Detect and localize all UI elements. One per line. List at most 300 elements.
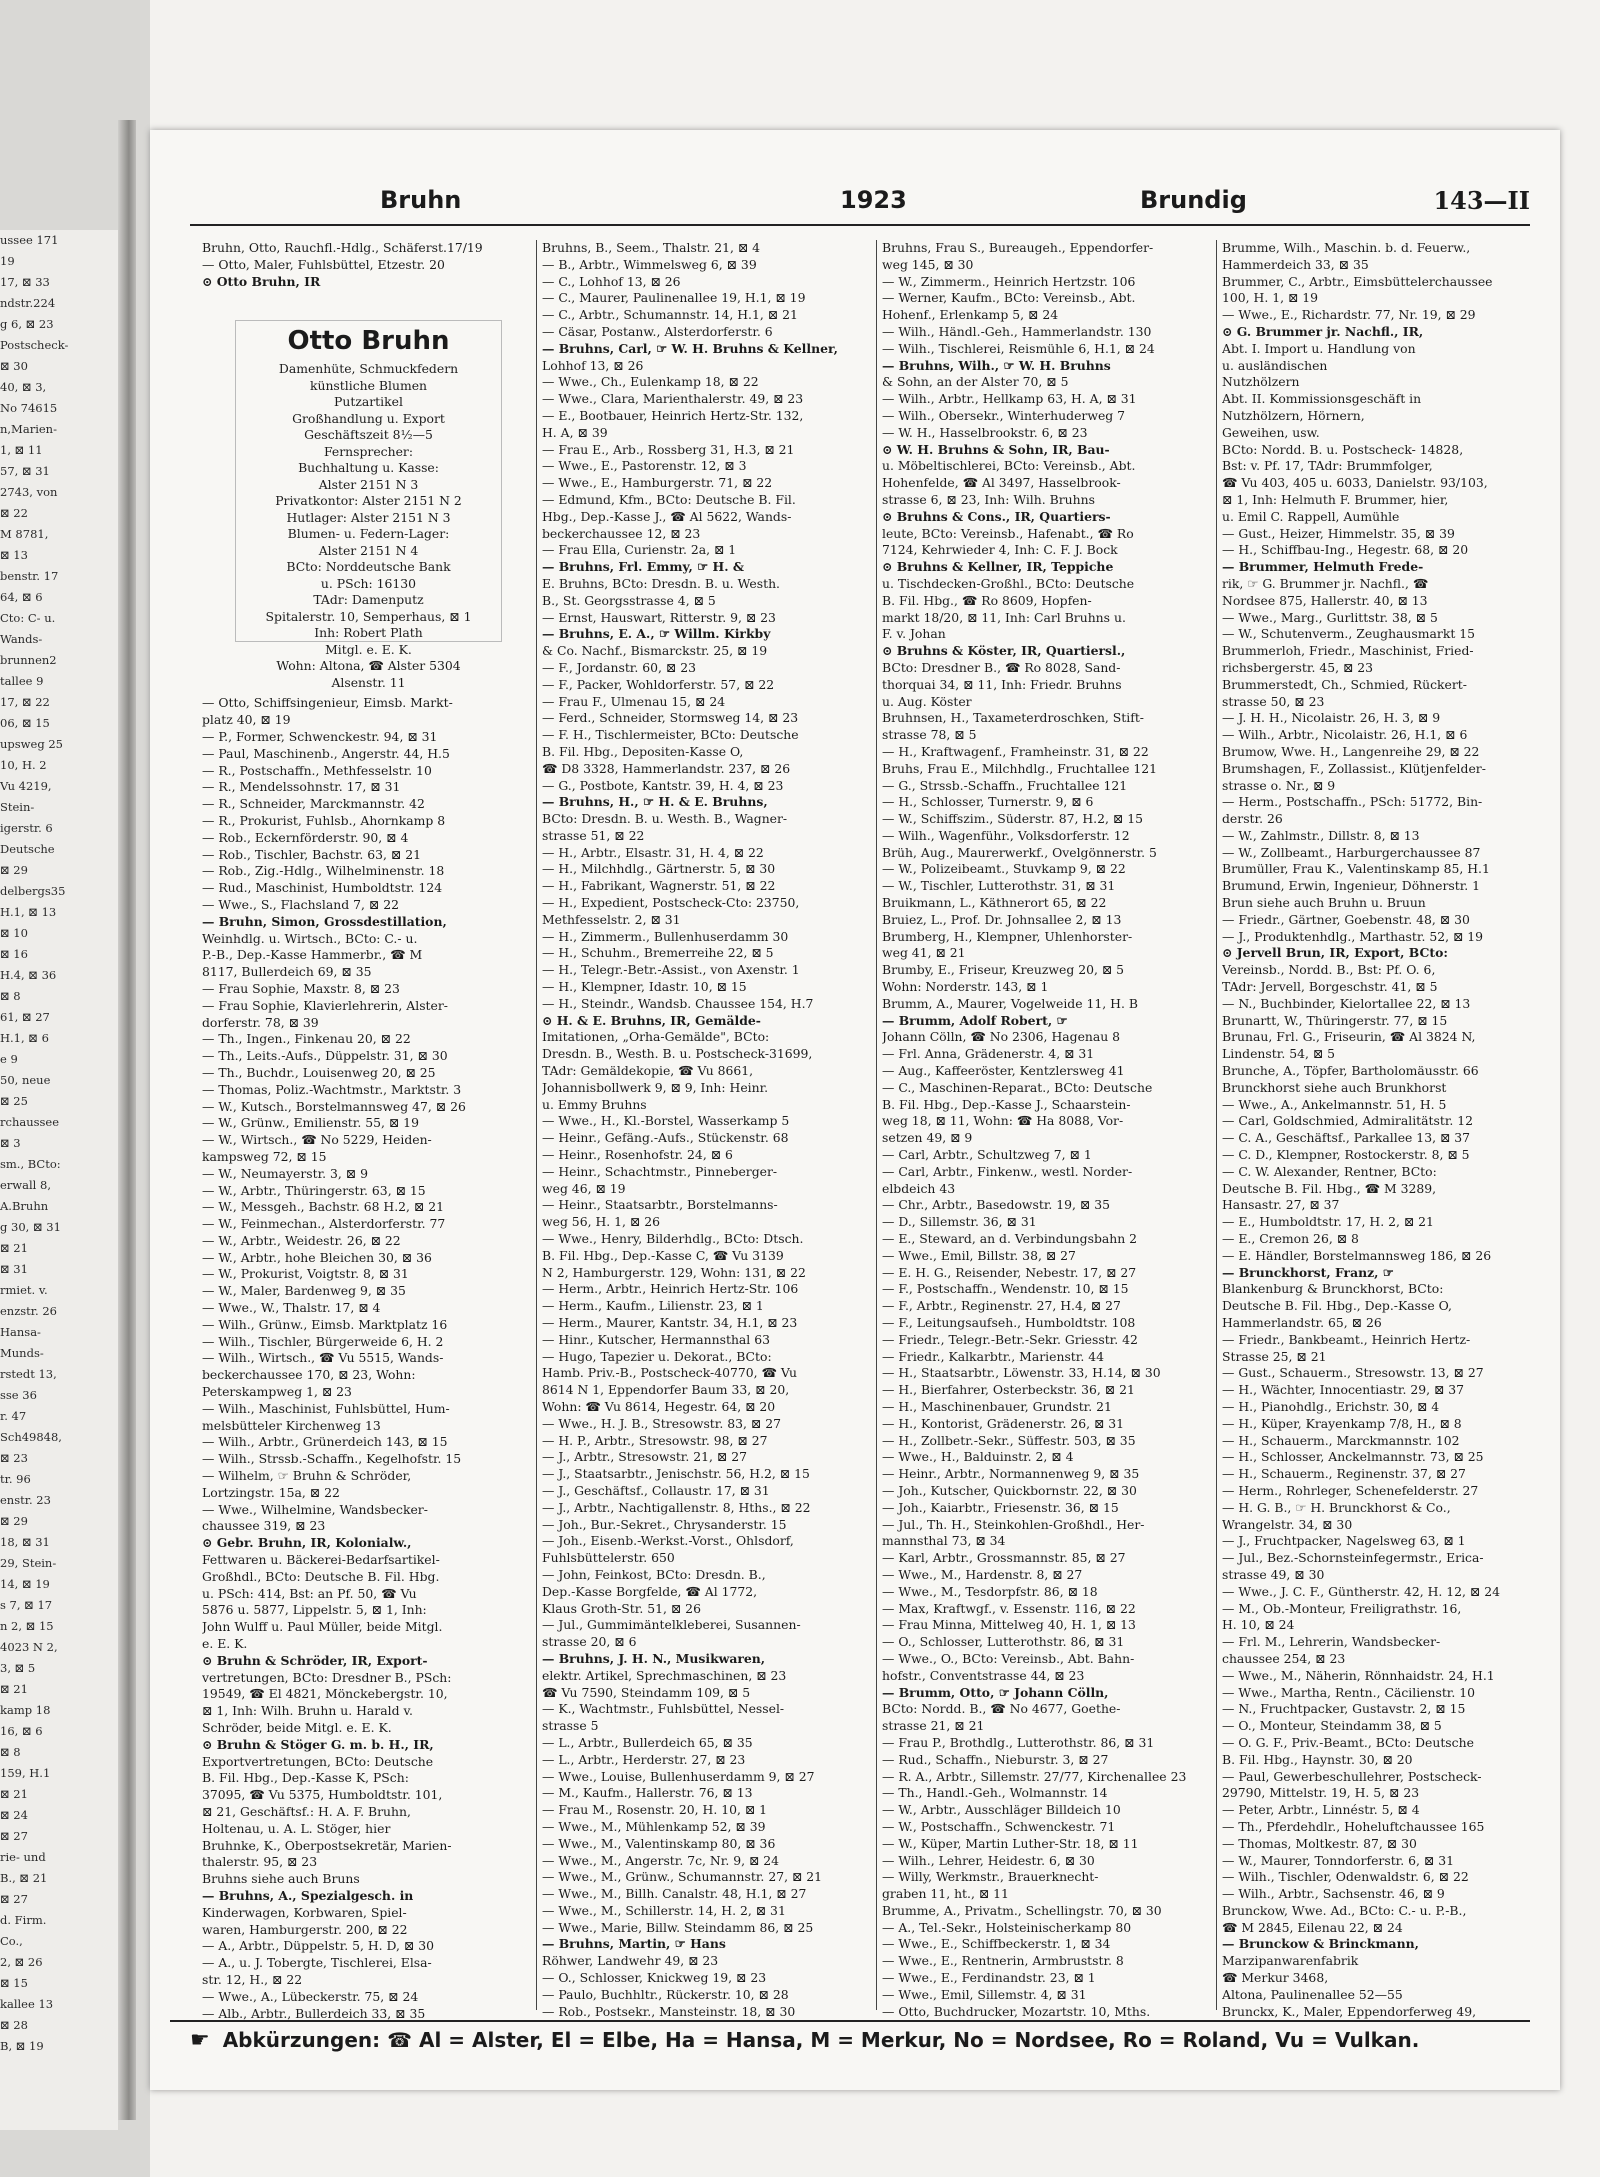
ad-line: TAdr: Damenputz — [313, 592, 424, 607]
directory-entry-line: — Paul, Gewerbeschullehrer, Postscheck- — [1222, 1768, 1482, 1784]
directory-entry-line: Brunau, Frl. G., Friseurin, ☎ Al 3824 N, — [1222, 1029, 1476, 1045]
directory-entry-line: — Wwe., Marg., Gurlittstr. 38, ⊠ 5 — [1222, 609, 1438, 625]
directory-entry-line: — Rob., Eckernförderstr. 90, ⊠ 4 — [202, 829, 409, 845]
directory-entry-line: Johannisbollwerk 9, ⊠ 9, Inh: Heinr. — [542, 1079, 769, 1095]
directory-entry-line: — W., Schiffszim., Süderstr. 87, H.2, ⊠ 15 — [882, 811, 1143, 827]
directory-entry-line: BCto: Nordd. B. u. Postscheck- 14828, — [1222, 441, 1464, 457]
directory-entry-line: — Wwe., E., Rentnerin, Armbruststr. 8 — [882, 1953, 1124, 1969]
left-page-line: M 8781, — [0, 527, 49, 541]
directory-entry-line: — Heinr., Gefäng.-Aufs., Stückenstr. 68 — [542, 1130, 789, 1146]
directory-entry-line: Wohn: ☎ Vu 8614, Hegestr. 64, ⊠ 20 — [542, 1398, 776, 1414]
directory-entry-line: dorferstr. 78, ⊠ 39 — [202, 1014, 319, 1030]
left-page-line: ⊠ 24 — [0, 1808, 28, 1822]
directory-entry-line: — Wilh., Grünw., Eimsb. Marktplatz 16 — [202, 1316, 448, 1332]
left-page-line: ⊠ 23 — [0, 1451, 28, 1465]
directory-entry-line: kampsweg 72, ⊠ 15 — [202, 1148, 327, 1164]
directory-entry-line: — Th., Ingen., Finkenau 20, ⊠ 22 — [202, 1031, 411, 1047]
directory-entry-line: — Bruhns, A., Spezialgesch. in — [202, 1887, 414, 1903]
left-page-line: 18, ⊠ 31 — [0, 1535, 50, 1549]
directory-entry-line: — Bruhns, Carl, ☞ W. H. Bruhns & Kellner, — [542, 340, 838, 356]
header-year: 1923 — [840, 186, 907, 214]
left-page-line: rie- und — [0, 1850, 46, 1864]
left-page-line: g 6, ⊠ 23 — [0, 317, 54, 331]
directory-entry-line: Brunckow, Wwe. Ad., BCto: C.- u. P.-B., — [1222, 1902, 1467, 1918]
directory-entry-line: str. 12, H., ⊠ 22 — [202, 1971, 303, 1987]
directory-entry-line: — P., Former, Schwenckestr. 94, ⊠ 31 — [202, 728, 438, 744]
directory-entry-line: — H., Wächter, Innocentiastr. 29, ⊠ 37 — [1222, 1382, 1465, 1398]
directory-entry-line: Abt. II. Kommissionsgeschäft in — [1222, 391, 1422, 407]
directory-entry-line: — Cäsar, Postanw., Alsterdorferstr. 6 — [542, 323, 773, 339]
column-divider — [876, 240, 877, 2010]
directory-entry-line: Brunartt, W., Thüringerstr. 77, ⊠ 15 — [1222, 1012, 1448, 1028]
directory-entry-line: Brumberg, H., Klempner, Uhlenhorster- — [882, 928, 1133, 944]
directory-entry-line: — H. P., Arbtr., Stresowstr. 98, ⊠ 27 — [542, 1432, 768, 1448]
left-page-line: rchaussee — [0, 1115, 60, 1129]
directory-entry-line: — Wwe., Emil, Sillemstr. 4, ⊠ 31 — [882, 1986, 1087, 2002]
left-page-line: 06, ⊠ 15 — [0, 716, 50, 730]
directory-entry-line: — Friedr., Telegr.-Betr.-Sekr. Griesstr. 42 — [882, 1331, 1138, 1347]
directory-entry-line: — H., Schlosser, Turnerstr. 9, ⊠ 6 — [882, 794, 1094, 810]
directory-entry-line: — Wilh., Wirtsch., ☎ Vu 5515, Wands- — [202, 1350, 444, 1366]
directory-entry-line: Brun siehe auch Bruhn u. Bruun — [1222, 895, 1426, 911]
directory-entry-line: — J., Geschäftsf., Collaustr. 17, ⊠ 31 — [542, 1482, 770, 1498]
directory-entry-line: Hbg., Dep.-Kasse J., ☎ Al 5622, Wands- — [542, 508, 792, 524]
directory-entry-line: — Ferd., Schneider, Stormsweg 14, ⊠ 23 — [542, 710, 799, 726]
ad-line: Wohn: Altona, ☎ Alster 5304 — [276, 658, 461, 673]
directory-entry-line: — Friedr., Gärtner, Goebenstr. 48, ⊠ 30 — [1222, 911, 1470, 927]
directory-entry-line: u. Tischdecken-Großhl., BCto: Deutsche — [882, 575, 1135, 591]
directory-entry-line: weg 41, ⊠ 21 — [882, 945, 966, 961]
directory-entry-line: ⊙ Bruhn & Stöger G. m. b. H., IR, — [202, 1736, 434, 1752]
directory-entry-line: — Joh., Kutscher, Quickbornstr. 22, ⊠ 30 — [882, 1482, 1137, 1498]
directory-entry-line: — Wwe., H. J. B., Stresowstr. 83, ⊠ 27 — [542, 1415, 781, 1431]
directory-entry-line: — Paulo, Buchhltr., Rückerstr. 10, ⊠ 28 — [542, 1986, 789, 2002]
directory-entry-line: strasse 51, ⊠ 22 — [542, 827, 645, 843]
left-page-line: delbergs35 — [0, 884, 66, 898]
ad-line: u. PSch: 16130 — [320, 575, 417, 591]
directory-entry-line: Methfesselstr. 2, ⊠ 31 — [542, 911, 681, 927]
left-page-line: ⊠ 13 — [0, 548, 28, 562]
directory-entry-line: — W., Feinmechan., Alsterdorferstr. 77 — [202, 1216, 446, 1232]
directory-entry-line: — Wwe., Clara, Marienthalerstr. 49, ⊠ 23 — [542, 391, 804, 407]
directory-entry-line: Bst: v. Pf. 17, TAdr: Brummfolger, — [1222, 458, 1433, 474]
directory-entry-line: TAdr: Gemäldekopie, ☎ Vu 8661, — [542, 1063, 754, 1079]
directory-entry-line: — A., Arbtr., Düppelstr. 5, H. D, ⊠ 30 — [202, 1938, 435, 1954]
directory-entry-line: — C. W. Alexander, Rentner, BCto: — [1222, 1163, 1437, 1179]
directory-entry-line: — Wwe., J. C. F., Güntherstr. 42, H. 12, ⊠ 24 — [1222, 1583, 1501, 1599]
directory-entry-line: Altona, Paulinenallee 52—55 — [1222, 1986, 1403, 2002]
directory-entry-line: — C. D., Klempner, Rostockerstr. 8, ⊠ 5 — [1222, 1147, 1470, 1163]
left-page-line: upsweg 25 — [0, 737, 63, 751]
directory-entry-line: — Herm., Maurer, Kantstr. 34, H.1, ⊠ 23 — [542, 1315, 798, 1330]
left-page-line: ⊠ 27 — [0, 1892, 28, 1906]
directory-entry-line: — Bruhns, Frl. Emmy, ☞ H. & — [542, 559, 745, 575]
directory-entry-line: — Wwe., M., Hardenstr. 8, ⊠ 27 — [882, 1566, 1083, 1582]
directory-entry-line: — Carl, Arbtr., Finkenw., westl. Norder- — [882, 1163, 1133, 1179]
left-page-line: kamp 18 — [0, 1703, 51, 1717]
directory-entry-line: Bruhnke, K., Oberpostsekretär, Marien- — [202, 1837, 452, 1853]
left-page-line: 17, ⊠ 22 — [0, 695, 50, 709]
directory-entry-line: — Heinr., Rosenhofstr. 24, ⊠ 6 — [542, 1147, 733, 1163]
left-page-line: ⊠ 8 — [0, 989, 21, 1003]
directory-entry-line: — L., Arbtr., Bullerdeich 65, ⊠ 35 — [542, 1734, 753, 1750]
directory-entry-line: — Wwe., M., Näherin, Rönnhaidstr. 24, H.1 — [1222, 1667, 1495, 1683]
directory-entry-line: Brüh, Aug., Maurerwerkf., Ovelgönnerstr. 5 — [882, 844, 1157, 860]
directory-entry-line: — Thomas, Poliz.-Wachtmstr., Marktstr. 3 — [202, 1081, 462, 1097]
column-2 — [542, 240, 862, 2020]
directory-entry-line: — R. A., Arbtr., Sillemstr. 27/77, Kirchenallee 23 — [882, 1768, 1187, 1784]
directory-entry-line: ☎ Vu 7590, Steindamm 109, ⊠ 5 — [542, 1684, 751, 1700]
left-page-line: tallee 9 — [0, 674, 44, 688]
directory-entry-line: 5876 u. 5877, Lippelstr. 5, ⊠ 1, Inh: — [202, 1602, 427, 1618]
directory-entry-line: ☎ D8 3328, Hammerlandstr. 237, ⊠ 26 — [542, 760, 791, 776]
directory-entry-line: H. 10, ⊠ 24 — [1222, 1617, 1295, 1633]
directory-entry-line: — W., Zollbeamt., Harburgerchaussee 87 — [1222, 844, 1481, 860]
directory-entry-line: — H., Zimmerm., Bullenhuserdamm 30 — [542, 928, 789, 944]
directory-entry-line: Bruhnsen, H., Taxameterdroschken, Stift- — [882, 710, 1144, 726]
left-page-line: Munds- — [0, 1346, 44, 1360]
left-page-line: ⊠ 28 — [0, 2018, 28, 2032]
directory-entry-line: — Wilh., Wagenführ., Volksdorferstr. 12 — [882, 827, 1130, 843]
left-page-line: Hansa- — [0, 1325, 41, 1339]
header-right-word: Brundig — [1140, 186, 1247, 214]
directory-entry-line: — Jul., Gummimäntelkleberei, Susannen- — [542, 1617, 801, 1633]
directory-entry-line: — Wilh., Arbtr., Sachsenstr. 46, ⊠ 9 — [1222, 1886, 1445, 1902]
directory-entry-line: Wrangelstr. 34, ⊠ 30 — [1222, 1516, 1353, 1532]
directory-entry-line: ⊙ H. & E. Bruhns, IR, Gemälde- — [542, 1012, 761, 1028]
directory-entry-line: — O., Schlosser, Lutterothstr. 86, ⊠ 31 — [882, 1634, 1125, 1650]
left-page-fragments — [0, 230, 118, 2130]
left-page-line: tr. 96 — [0, 1472, 31, 1486]
left-page-line: H.1, ⊠ 6 — [0, 1031, 49, 1045]
left-page-line: r. 47 — [0, 1409, 27, 1423]
directory-entry-line: — H., Fabrikant, Wagnerstr. 51, ⊠ 22 — [542, 878, 776, 894]
left-page-line: ⊠ 21 — [0, 1682, 28, 1696]
directory-entry-line: — N., Buchbinder, Kielortallee 22, ⊠ 13 — [1222, 995, 1471, 1011]
directory-entry-line: — W., Küper, Martin Luther-Str. 18, ⊠ 11 — [882, 1835, 1139, 1851]
ad-line: Fernsprecher: — [323, 443, 414, 459]
directory-entry-line: — Wwe., M., Valentinskamp 80, ⊠ 36 — [542, 1835, 776, 1851]
directory-entry-line: B. Fil. Hbg., ☎ Ro 8609, Hopfen- — [882, 592, 1092, 608]
left-page-line: 17, ⊠ 33 — [0, 275, 50, 289]
directory-entry-line: ⊙ Bruhn & Schröder, IR, Export- — [202, 1652, 428, 1668]
directory-entry-line: — C. A., Geschäftsf., Parkallee 13, ⊠ 37 — [1222, 1130, 1471, 1146]
directory-entry-line: Brumm, A., Maurer, Vogelweide 11, H. B — [882, 995, 1138, 1011]
directory-entry-line: rik, ☞ G. Brummer jr. Nachfl., ☎ — [1222, 575, 1429, 591]
directory-entry-line: hofstr., Conventstrasse 44, ⊠ 23 — [882, 1667, 1085, 1683]
directory-entry-line: — K., Wachtmstr., Fuhlsbüttel, Nessel- — [542, 1701, 785, 1717]
directory-entry-line: derstr. 26 — [1222, 811, 1283, 827]
left-page-line: enzstr. 26 — [0, 1304, 57, 1318]
left-page-line: 40, ⊠ 3, — [0, 380, 47, 394]
directory-entry-line: — Wilh., Obersekr., Winterhuderweg 7 — [882, 407, 1126, 423]
directory-entry-line: setzen 49, ⊠ 9 — [882, 1130, 973, 1146]
directory-entry-line: — Heinr., Staatsarbtr., Borstelmanns- — [542, 1197, 778, 1213]
directory-entry-line: — Wwe., H., Kl.-Borstel, Wasserkamp 5 — [542, 1113, 790, 1129]
directory-entry-line: — C., Lohhof 13, ⊠ 26 — [542, 273, 681, 289]
directory-entry-line: thorquai 34, ⊠ 11, Inh: Friedr. Bruhns — [882, 676, 1122, 692]
left-page-line: 14, ⊠ 19 — [0, 1577, 50, 1591]
ad-lines — [236, 361, 501, 691]
directory-entry-line: — W., Arbtr., Ausschläger Billdeich 10 — [882, 1802, 1121, 1818]
directory-entry-line: strasse 20, ⊠ 6 — [542, 1634, 637, 1650]
directory-entry-line: Brumüller, Frau K., Valentinskamp 85, H.1 — [1222, 861, 1490, 877]
directory-entry-line: — H., Schlosser, Anckelmannstr. 73, ⊠ 25 — [1222, 1449, 1484, 1465]
left-page-line: 1, ⊠ 11 — [0, 443, 43, 457]
directory-entry-line: — Wwe., M., Tesdorpfstr. 86, ⊠ 18 — [882, 1583, 1098, 1599]
ad-line: Privatkontor: Alster 2151 N 2 — [275, 493, 462, 508]
directory-entry-line: — D., Sillemstr. 36, ⊠ 31 — [882, 1214, 1037, 1230]
directory-entry-line: B., St. Georgsstrasse 4, ⊠ 5 — [542, 592, 716, 608]
directory-entry-line: E. Bruhns, BCto: Dresdn. B. u. Westh. — [542, 575, 780, 591]
directory-entry-line: weg 18, ⊠ 11, Wohn: ☎ Ha 8088, Vor- — [882, 1113, 1124, 1129]
directory-entry-line: u. Aug. Köster — [882, 693, 972, 709]
directory-entry-line: — H., Steindr., Wandsb. Chaussee 154, H.7 — [542, 995, 814, 1011]
left-page-line: Deutsche — [0, 842, 55, 856]
directory-entry-line: waren, Hamburgerstr. 200, ⊠ 22 — [202, 1921, 408, 1937]
directory-entry-line: — Brumm, Otto, ☞ Johann Cölln, — [882, 1684, 1109, 1700]
directory-entry-line: TAdr: Jervell, Borgeschstr. 41, ⊠ 5 — [1222, 979, 1438, 995]
left-page-line: 3, ⊠ 5 — [0, 1661, 36, 1675]
directory-entry-line: — Wilh., Arbtr., Hellkamp 63, H. A, ⊠ 31 — [882, 391, 1137, 407]
directory-entry-line: ⊙ G. Brummer jr. Nachfl., IR, — [1222, 323, 1424, 339]
ad-line: Mitgl. e. E. K. — [325, 641, 412, 657]
directory-entry-line: Strasse 25, ⊠ 21 — [1222, 1348, 1327, 1364]
left-page-line: ⊠ 29 — [0, 1514, 28, 1528]
directory-entry-line: — W., Neumayerstr. 3, ⊠ 9 — [202, 1165, 369, 1181]
directory-entry-line: — W., Zahlmstr., Dillstr. 8, ⊠ 13 — [1222, 827, 1420, 843]
directory-entry-line: H. A, ⊠ 39 — [542, 424, 608, 440]
directory-entry-line: B. Fil. Hbg., Dep.-Kasse C, ☎ Vu 3139 — [542, 1247, 784, 1263]
directory-entry-line: weg 56, H. 1, ⊠ 26 — [542, 1214, 660, 1230]
left-page-line: ⊠ 25 — [0, 1094, 28, 1108]
header-left-word: Bruhn — [380, 186, 462, 214]
directory-entry-line: — Gust., Schauerm., Stresowstr. 13, ⊠ 27 — [1222, 1365, 1484, 1381]
directory-entry-line: Exportvertretungen, BCto: Deutsche — [202, 1753, 434, 1769]
directory-entry-line: — W., Tischler, Lutterothstr. 31, ⊠ 31 — [882, 878, 1116, 894]
left-page-line: g 30, ⊠ 31 — [0, 1220, 61, 1234]
directory-entry-line: Hamb. Priv.-B., Postscheck-40770, ☎ Vu — [542, 1365, 798, 1381]
directory-entry-line: Brunckhorst siehe auch Brunkhorst — [1222, 1079, 1447, 1095]
directory-entry-line: — Th., Handl.-Geh., Wolmannstr. 14 — [882, 1785, 1108, 1801]
directory-entry-line: ⊙ Bruhns & Cons., IR, Quartiers- — [882, 508, 1111, 524]
directory-entry-line: — R., Prokurist, Fuhlsb., Ahornkamp 8 — [202, 812, 446, 828]
directory-entry-line: — John, Feinkost, BCto: Dresdn. B., — [542, 1566, 766, 1582]
directory-entry-line: Imitationen, „Orha-Gemälde", BCto: — [542, 1029, 770, 1045]
directory-entry-line: u. Emmy Bruhns — [542, 1096, 647, 1112]
directory-entry-line: — Th., Buchdr., Louisenweg 20, ⊠ 25 — [202, 1064, 436, 1080]
directory-entry-line: leute, BCto: Vereinsb., Hafenabt., ☎ Ro — [882, 525, 1134, 541]
directory-entry-line: Vereinsb., Nordd. B., Bst: Pf. O. 6, — [1222, 962, 1436, 978]
directory-entry-line: — Brumm, Adolf Robert, ☞ — [882, 1012, 1068, 1028]
directory-entry-line: — C., Maschinen-Reparat., BCto: Deutsche — [882, 1079, 1153, 1095]
ad-line: BCto: Norddeutsche Bank — [286, 559, 451, 574]
directory-entry-line: ☎ M 2845, Eilenau 22, ⊠ 24 — [1222, 1919, 1403, 1935]
directory-entry-line: strasse o. Nr., ⊠ 9 — [1222, 777, 1336, 793]
directory-entry-line: — O. G. F., Priv.-Beamt., BCto: Deutsche — [1222, 1734, 1474, 1750]
directory-entry-line: — Joh., Bur.-Sekret., Chrysanderstr. 15 — [542, 1516, 787, 1532]
left-page-line: Co., — [0, 1934, 23, 1948]
directory-entry-line: — Wwe., E., Ferdinandstr. 23, ⊠ 1 — [882, 1970, 1096, 1986]
left-page-line: ⊠ 8 — [0, 1745, 21, 1759]
directory-entry-line: 8117, Bullerdeich 69, ⊠ 35 — [202, 964, 372, 980]
directory-entry-line: Nordsee 875, Hallerstr. 40, ⊠ 13 — [1222, 592, 1428, 608]
directory-entry-line: — Friedr., Bankbeamt., Heinrich Hertz- — [1222, 1331, 1471, 1347]
directory-entry-line: — F., Jordanstr. 60, ⊠ 23 — [542, 659, 696, 675]
directory-entry-line: Johann Cölln, ☎ No 2306, Hagenau 8 — [882, 1029, 1121, 1045]
directory-entry-line: — Frau Sophie, Klavierlehrerin, Alster- — [202, 997, 448, 1013]
directory-entry-line: — Wilh., Händl.-Geh., Hammerlandstr. 130 — [882, 323, 1152, 339]
directory-entry-line: melsbütteler Kirchenweg 13 — [202, 1417, 381, 1433]
directory-entry-line: — F., Arbtr., Reginenstr. 27, H.4, ⊠ 27 — [882, 1298, 1121, 1314]
directory-entry-line: — Frl. Anna, Grädenerstr. 4, ⊠ 31 — [882, 1046, 1095, 1062]
directory-entry-line: & Co. Nachf., Bismarckstr. 25, ⊠ 19 — [542, 643, 768, 659]
left-page-line: ⊠ 30 — [0, 359, 28, 373]
directory-entry-line: — Jul., Th. H., Steinkohlen-Großhdl., Her- — [882, 1516, 1145, 1532]
left-page-line: ⊠ 31 — [0, 1262, 28, 1276]
left-page-line: ⊠ 22 — [0, 506, 28, 520]
directory-entry-line: — W., Grünw., Emilienstr. 55, ⊠ 19 — [202, 1115, 419, 1131]
directory-entry-line: — Frau Ella, Curienstr. 2a, ⊠ 1 — [542, 542, 737, 558]
ad-line: Buchhaltung u. Kasse: — [298, 460, 439, 475]
directory-entry-line: markt 18/20, ⊠ 11, Inh: Carl Bruhns u. — [882, 609, 1126, 625]
directory-entry-line: — Wwe., Marie, Billw. Steindamm 86, ⊠ 25 — [542, 1919, 814, 1935]
directory-entry-line: — Wwe., A., Ankelmannstr. 51, H. 5 — [1222, 1096, 1447, 1112]
directory-entry-line: — Wilh., Tischler, Bürgerweide 6, H. 2 — [202, 1333, 444, 1349]
directory-entry-line: — H., Pianohdlg., Erichstr. 30, ⊠ 4 — [1222, 1398, 1440, 1414]
directory-entry-line: P.-B., Dep.-Kasse Hammerbr., ☎ M — [202, 947, 423, 963]
left-page-line: ndstr.224 — [0, 296, 56, 310]
directory-entry-line: — Wwe., M., Angerstr. 7c, Nr. 9, ⊠ 24 — [542, 1852, 780, 1868]
directory-entry-line: Röhwer, Landwehr 49, ⊠ 23 — [542, 1953, 719, 1969]
directory-entry-line: — H., Klempner, Idastr. 10, ⊠ 15 — [542, 979, 747, 995]
directory-entry-line: — M., Ob.-Monteur, Freiligrathstr. 16, — [1222, 1600, 1462, 1616]
directory-entry-line: Brumme, Wilh., Maschin. b. d. Feuerw., — [1222, 240, 1471, 255]
page-fold — [118, 120, 136, 2120]
directory-entry-line: — H., Kontorist, Grädenerstr. 26, ⊠ 31 — [882, 1415, 1125, 1431]
directory-entry-line: — Werner, Kaufm., BCto: Vereinsb., Abt. — [882, 290, 1136, 306]
left-page-line: ⊠ 10 — [0, 926, 28, 940]
directory-entry-line: Bruikmann, L., Käthnerort 65, ⊠ 22 — [882, 895, 1107, 911]
directory-entry-line: beckerchaussee 12, ⊠ 23 — [542, 525, 701, 541]
column-4 — [1222, 240, 1542, 2020]
directory-entry-line: — Max, Kraftwgf., v. Essenstr. 116, ⊠ 22 — [882, 1600, 1136, 1616]
directory-entry-line: Klaus Groth-Str. 51, ⊠ 26 — [542, 1600, 701, 1616]
directory-entry-line: — R., Postschaffn., Methfesselstr. 10 — [202, 762, 432, 778]
directory-entry-line: Kinderwagen, Korbwaren, Spiel- — [202, 1904, 407, 1920]
directory-entry-line: — J. H. H., Nicolaistr. 26, H. 3, ⊠ 9 — [1222, 710, 1441, 726]
directory-entry-line: — H., Schuhm., Bremerreihe 22, ⊠ 5 — [542, 945, 774, 961]
directory-entry-line: Peterskampweg 1, ⊠ 23 — [202, 1384, 352, 1400]
directory-entry-line: Brumow, Wwe. H., Langenreihe 29, ⊠ 22 — [1222, 743, 1480, 759]
directory-entry-line: — W., Wirtsch., ☎ No 5229, Heiden- — [202, 1132, 432, 1148]
directory-entry-line: — E., Humboldtstr. 17, H. 2, ⊠ 21 — [1222, 1214, 1434, 1230]
directory-entry-line: — Herm., Rohrleger, Schenefelderstr. 27 — [1222, 1482, 1479, 1498]
directory-entry-line: — W., Maurer, Tonndorferstr. 6, ⊠ 31 — [1222, 1852, 1454, 1868]
directory-entry-line: graben 11, ht., ⊠ 11 — [882, 1886, 1009, 1902]
directory-entry-line: — Wwe., E., Pastorenstr. 12, ⊠ 3 — [542, 458, 747, 474]
page-header — [190, 180, 1530, 226]
directory-entry-line: — Otto, Maler, Fuhlsbüttel, Etzestr. 20 — [202, 256, 445, 272]
directory-entry-line: — H., Schauerm., Reginenstr. 37, ⊠ 27 — [1222, 1466, 1466, 1482]
directory-entry-line: — Wwe., M., Billh. Canalstr. 48, H.1, ⊠ 27 — [542, 1886, 807, 1902]
directory-entry-line: — E. Händler, Borstelmannsweg 186, ⊠ 26 — [1222, 1247, 1492, 1263]
directory-entry-line: — Rob., Postsekr., Mansteinstr. 18, ⊠ 30 — [542, 2003, 796, 2019]
directory-entry-line: Hohenf., Erlenkamp 5, ⊠ 24 — [882, 307, 1059, 323]
directory-entry-line: — H., Arbtr., Elsastr. 31, H. 4, ⊠ 22 — [542, 844, 764, 860]
directory-entry-line: strasse 78, ⊠ 5 — [882, 727, 977, 743]
directory-entry-line: — Brunckow & Brinckmann, — [1222, 1936, 1419, 1952]
directory-entry-line: ⊙ W. H. Bruhns & Sohn, IR, Bau- — [882, 441, 1110, 457]
left-page-line: Sch49848, — [0, 1430, 62, 1444]
ad-line: Alster 2151 N 3 — [318, 476, 419, 492]
directory-entry-line: — J., Produktenhdlg., Marthastr. 52, ⊠ 19 — [1222, 928, 1484, 944]
ad-line: Spitalerstr. 10, Semperhaus, ⊠ 1 — [265, 608, 472, 624]
left-page-line: brunnen2 — [0, 653, 57, 667]
directory-entry-line: — F. H., Tischlermeister, BCto: Deutsche — [542, 727, 799, 743]
directory-entry-line: Schröder, beide Mitgl. e. E. K. — [202, 1720, 392, 1735]
left-page-line: B., ⊠ 21 — [0, 1871, 48, 1885]
directory-entry-line: Großhdl., BCto: Deutsche B. Fil. Hbg. — [202, 1568, 440, 1584]
directory-entry-line: — E. H. G., Reisender, Nebestr. 17, ⊠ 27 — [882, 1264, 1137, 1280]
column-divider — [536, 240, 537, 2010]
directory-entry-line: Brummer, C., Arbtr., Eimsbüttelerchaussee — [1222, 273, 1493, 289]
directory-entry-line: — F., Postschaffn., Wendenstr. 10, ⊠ 15 — [882, 1281, 1129, 1297]
directory-entry-line: ☎ Vu 403, 405 u. 6033, Danielstr. 93/103, — [1222, 475, 1488, 491]
left-page-line: sm., BCto: — [0, 1157, 61, 1171]
directory-entry-line: — Rob., Zig.-Hdlg., Wilhelminenstr. 18 — [202, 863, 445, 879]
directory-entry-line: B. Fil. Hbg., Dep.-Kasse K, PSch: — [202, 1770, 409, 1786]
directory-entry-line: — O., Monteur, Steindamm 38, ⊠ 5 — [1222, 1718, 1442, 1734]
directory-entry-line: — N., Fruchtpacker, Gustavstr. 2, ⊠ 15 — [1222, 1701, 1466, 1717]
directory-entry-line: B. Fil. Hbg., Haynstr. 30, ⊠ 20 — [1222, 1751, 1413, 1767]
directory-entry-line: — Bruhns, J. H. N., Musikwaren, — [542, 1650, 766, 1666]
directory-entry-line: 100, H. 1, ⊠ 19 — [1222, 290, 1319, 306]
left-page-line: rstedt 13, — [0, 1367, 57, 1381]
directory-entry-line: — W., Polizeibeamt., Stuvkamp 9, ⊠ 22 — [882, 861, 1126, 877]
directory-entry-line: — Heinr., Schachtmstr., Pinneberger- — [542, 1163, 778, 1179]
directory-entry-line: — Th., Leits.-Aufs., Düppelstr. 31, ⊠ 30 — [202, 1048, 448, 1064]
directory-entry-line: — Wilh., Arbtr., Grünerdeich 143, ⊠ 15 — [202, 1434, 448, 1450]
left-page-line: Vu 4219, — [0, 779, 52, 793]
left-page-line: ⊠ 15 — [0, 1976, 28, 1990]
directory-entry-line: — Aug., Kaffeeröster, Kentzlersweg 41 — [882, 1063, 1125, 1079]
directory-entry-line: — R., Schneider, Marckmannstr. 42 — [202, 796, 425, 812]
directory-entry-line: F. v. Johan — [882, 626, 946, 642]
directory-entry-line: Abt. I. Import u. Handlung von — [1222, 340, 1416, 356]
directory-entry-line: — W., Prokurist, Voigtstr. 8, ⊠ 31 — [202, 1266, 409, 1282]
column-divider — [1216, 240, 1217, 2010]
directory-entry-line: — Heinr., Arbtr., Normannenweg 9, ⊠ 35 — [882, 1466, 1140, 1482]
directory-entry-line: Lortzingstr. 15a, ⊠ 22 — [202, 1484, 340, 1500]
directory-entry-line: — Rud., Maschinist, Humboldtstr. 124 — [202, 880, 443, 896]
directory-entry-line: elektr. Artikel, Sprechmaschinen, ⊠ 23 — [542, 1667, 787, 1683]
left-page-line: ⊠ 3 — [0, 1136, 21, 1150]
directory-entry-line: Marzipanwarenfabrik — [1222, 1953, 1359, 1969]
directory-entry-line: Weinhdlg. u. Wirtsch., BCto: C.- u. — [202, 930, 418, 946]
left-page-line: 57, ⊠ 31 — [0, 464, 50, 478]
directory-entry-line: ⊠ 21, Geschäftsf.: H. A. F. Bruhn, — [202, 1803, 411, 1819]
directory-entry-line: — O., Schlosser, Knickweg 19, ⊠ 23 — [542, 1970, 767, 1986]
directory-entry-line: — J., Staatsarbtr., Jenischstr. 56, H.2, ⊠ 15 — [542, 1466, 810, 1482]
directory-entry-line: — Frau E., Arb., Rossberg 31, H.3, ⊠ 21 — [542, 441, 795, 457]
left-page-line: sse 36 — [0, 1388, 37, 1402]
directory-entry-line: — Wwe., O., BCto: Vereinsb., Abt. Bahn- — [882, 1650, 1135, 1666]
directory-entry-line: — Brunckhorst, Franz, ☞ — [1222, 1264, 1394, 1280]
directory-entry-line: — Wilhelm, ☞ Bruhn & Schröder, — [202, 1468, 412, 1484]
directory-entry-line: ⊠ 1, Inh: Wilh. Bruhn u. Harald v. — [202, 1703, 413, 1719]
ad-line: Damenhüte, Schmuckfedern — [278, 361, 459, 376]
